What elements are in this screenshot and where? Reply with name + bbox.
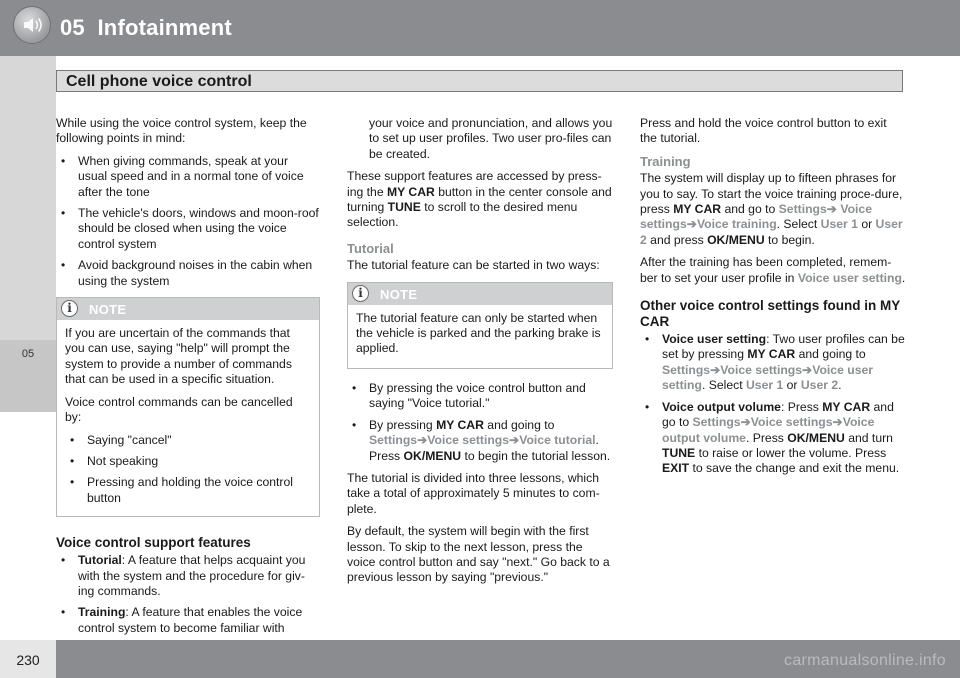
list-item: • Voice user setting: Two user profiles can be set by pressing MY CAR and going to Settings➔Voice settings➔Voice user setting. Select User 1 or User 2. [640,332,906,394]
tutorial-heading: Tutorial [347,240,394,256]
column-2 [347,116,613,593]
continued-text: your voice and pronunciation, and allows you to set up user profiles. Two user pro-files can be created. [369,116,613,161]
other-settings-heading: Other voice control settings found in MY CAR [640,298,901,330]
page-number: 230 [16,652,40,668]
cancel-list [65,433,311,507]
note-text: If you are uncertain of the commands that you can use, saying "help" will prompt the system to provide a number of commands that can be used in a specific situation. [65,326,292,387]
list-item: • By pressing the voice control button and saying "Voice tutorial." [347,381,613,412]
chapter-tab-label: 05 [21,348,35,360]
note-text: Voice control commands can be cancelled by: [65,394,293,425]
section-title: Cell phone voice control [66,73,252,90]
speaker-icon [13,6,51,44]
list-item: • Avoid background noises in the cabin when using the system [56,258,320,289]
list-item: • The vehicle's doors, windows and moon-roof should be closed when using the voice control system [56,206,320,252]
tutorial-intro: The tutorial feature can be started in two ways: [347,258,600,273]
other-settings-list [640,332,906,477]
tutorial-ways-list [347,381,613,464]
list-item: • By pressing MY CAR and going to Settings➔Voice settings➔Voice tutorial. Press OK/MENU to begin the tutorial lesson. [347,418,613,464]
info-icon: i [61,300,78,317]
lessons-text: The tutorial is divided into three lessons, which take a total of approximately 5 minutes to com-plete. [347,470,600,516]
note-box [56,297,320,517]
note-title: NOTE [380,286,418,302]
training-text: The system will display up to fifteen phrases for you to say. To start the voice training proce-dure, press MY CAR and go to Settings➔ Voice settings➔Voice training. Select User 1 or User 2 and press OK/MENU to begin. [640,171,903,247]
note-title: NOTE [89,302,127,318]
after-training-text: After the training has been completed, remem-ber to set your user profile in Voice user setting. [640,255,906,285]
support-heading: Voice control support features [56,535,251,551]
section-title-bar [56,70,903,92]
note-header [348,283,612,305]
list-item: • Training: A feature that enables the voice control system to become familiar with [56,605,320,636]
training-heading: Training [640,153,691,169]
column-1 [56,116,320,643]
note-body [57,320,319,516]
list-item: • Not speaking [65,454,311,469]
watermark: carmanualsonline.info [784,652,946,669]
info-icon: i [352,285,369,302]
list-item: • Tutorial: A feature that helps acquaint you with the system and the procedure for giv-ing commands. [56,553,320,599]
list-item: • Voice output volume: Press MY CAR and go to Settings➔Voice settings➔Voice output volume. Press OK/MENU and turn TUNE to raise or lower the volume. Press EXIT to save the change and exit the menu. [640,400,906,477]
exit-tutorial-text: Press and hold the voice control button to exit the tutorial. [640,116,887,146]
note-box [347,282,613,369]
default-text: By default, the system will begin with the first lesson. To skip to the next lesson, press the voice control button and say "next." Go back to a previous lesson by saying "previous." [347,524,610,585]
note-header [57,298,319,320]
list-item: • Saying "cancel" [65,433,311,448]
features-list [56,553,320,636]
column-3 [640,116,906,484]
intro-text: While using the voice control system, keep the following points in mind: [56,116,307,146]
note-text: The tutorial feature can only be started when the vehicle is parked and the parking brake is applied. [356,310,601,356]
access-text: These support features are accessed by press-ing the MY CAR button in the center console and turning TUNE to scroll to the desired menu selection. [347,169,612,230]
list-item: • When giving commands, speak at your usual speed and in a normal tone of voice after the tone [56,154,320,200]
list-item: • Pressing and holding the voice control button [65,475,311,506]
chapter-title: 05 Infotainment [60,15,232,40]
tips-list [56,154,320,289]
note-body [348,305,612,368]
